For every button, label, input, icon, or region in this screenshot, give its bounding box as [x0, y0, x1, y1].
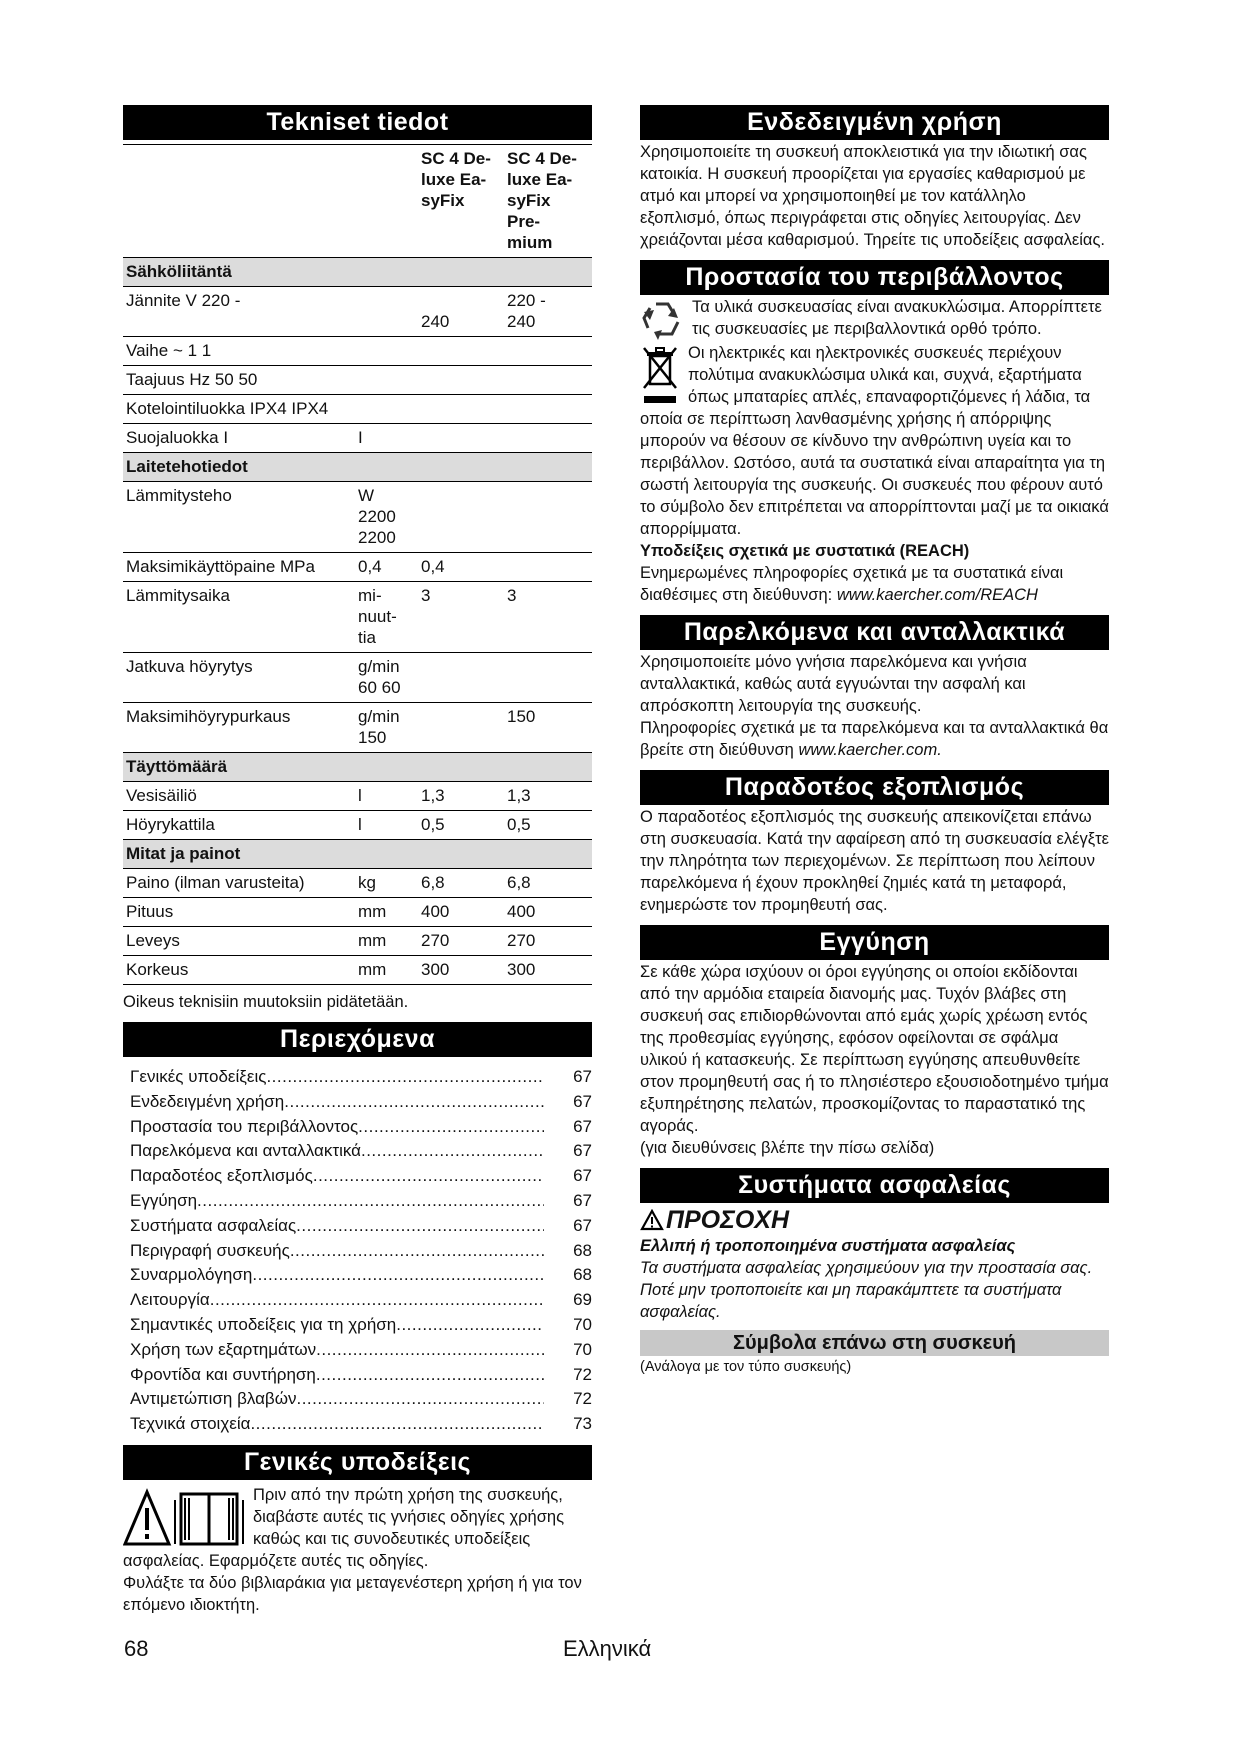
device-symbols-title: Σύμβολα επάνω στη συσκευή: [640, 1330, 1109, 1356]
tech-cell-c1: Maksimihöyrypurkaus: [126, 707, 291, 726]
tech-group-label: Sähköliitäntä: [123, 258, 592, 287]
toc-entry-label: Γενικές υποδείξεις: [130, 1067, 267, 1086]
toc-entry-page: 72: [573, 1364, 592, 1384]
tech-cell-c3: [418, 482, 504, 553]
tech-cell-c1: Höyrykattila: [126, 815, 215, 834]
intended-use-title: Ενδεδειγμένη χρήση: [640, 105, 1109, 140]
tech-cell-c1: Vaihe ~ 1 1: [126, 341, 212, 360]
device-symbols-note: (Ανάλογα με τον τύπο συσκευής): [640, 1359, 852, 1375]
tech-cell-c3: 300: [421, 960, 450, 979]
toc-leader-dots: [210, 1288, 544, 1313]
toc-entry: [130, 1313, 592, 1338]
tech-note: Oikeus teknisiin muutoksiin pidätetään.: [123, 993, 409, 1011]
tech-row: [123, 956, 592, 985]
footer-language: Ελληνικά: [563, 1636, 652, 1661]
toc-entry-label: Τεχνικά στοιχεία: [130, 1414, 251, 1434]
accessories-title: Παρελκόμενα και ανταλλακτικά: [640, 615, 1109, 650]
toc-leader-dots: [252, 1263, 544, 1288]
tech-row: [123, 553, 592, 582]
tech-row: [123, 287, 592, 337]
tech-cell-c4: 270: [507, 931, 536, 950]
tech-group-label: Mitat ja painot: [123, 840, 592, 869]
toc-entry-label: Λειτουργία: [130, 1290, 210, 1310]
toc-leader-dots: [296, 1387, 544, 1412]
tech-specs-table: [123, 144, 592, 985]
toc-entry: [130, 1214, 592, 1239]
caution-text-2: Ποτέ μην τροποποιείτε και μη παρακάμπτετε τα συστήματα ασφαλείας.: [640, 1281, 1062, 1321]
tech-cell-c3: [418, 424, 504, 453]
tech-cell-c2: mi- nuut- tia: [358, 586, 397, 647]
tech-row: [123, 869, 592, 898]
toc-entry: [130, 1363, 592, 1388]
tech-cell-c1: Kotelointiluokka IPX4 IPX4: [126, 399, 329, 418]
toc-entry-label: Εγγύηση: [130, 1190, 198, 1210]
tech-cell-c1: Lämmitysaika: [126, 586, 230, 605]
environment-title: Προστασία του περιβάλλοντος: [640, 260, 1109, 295]
tech-group-row: [123, 453, 592, 482]
toc-entry-page: 72: [573, 1389, 592, 1409]
toc-title: Περιεχόμενα: [123, 1022, 592, 1057]
tech-cell-c2: l: [358, 786, 362, 805]
tech-cell-c3: [418, 653, 504, 703]
tech-row: [123, 811, 592, 840]
scope-text: Ο παραδοτέος εξοπλισμός της συσκευής απεικονίζεται επάνω στη συσκευασία. Κατά την αφαίρεση από τη συσκευασία ελέγξτε την πληρότητα των περιεχομένων. Σε περίπτωση που λείπουν παρελκόμενα ή έχουν προκληθεί ζημιές κατά τη μεταφορά, ενημερώστε τον προμηθευτή σας.: [640, 808, 1109, 914]
accessories-text-2: [640, 717, 1109, 761]
header-blank: [123, 145, 355, 258]
table-of-contents: [123, 1065, 592, 1437]
toc-entry-page: 69: [573, 1290, 592, 1310]
general-notes-text-2: Φυλάξτε τα δύο βιβλιαράκια για μεταγενέστερη χρήση ή για τον επόμενο ιδιοκτήτη.: [123, 1573, 582, 1614]
toc-entry-page: 68: [573, 1265, 592, 1285]
toc-entry-label: Αντιμετώπιση βλαβών: [130, 1389, 297, 1409]
tech-cell-c4: [504, 424, 592, 453]
tech-row: [123, 653, 592, 703]
tech-row: [123, 424, 592, 453]
tech-cell-c4: 6,8: [507, 873, 531, 892]
tech-cell-c4: 300: [507, 960, 536, 979]
tech-cell-c4: 220 - 240: [507, 291, 546, 331]
general-notes-text-1: Πριν από την πρώτη χρήση της συσκευής, διαβάστε αυτές τις γνήσιες οδηγίες χρήσης καθώς και τις συνοδευτικές υποδείξεις ασφαλείας. Εφαρμόζετε αυτές τις οδηγίες.: [123, 1485, 565, 1570]
tech-cell-c4: 150: [507, 707, 536, 726]
toc-entry-page: 68: [573, 1240, 592, 1260]
toc-entry-page: 70: [573, 1314, 592, 1334]
intended-use-text: Χρησιμοποιείτε τη συσκευή αποκλειστικά για την ιδιωτική σας κατοικία. Η συσκευή προορίζεται για εργασίες καθαρισμού με ατμό και μπορεί να χρησιμοποιηθεί με τον κατάλληλο εξοπλισμό, όπως περιγράφεται στις οδηγίες λειτουργίας. Δεν χρειάζονται μέσα καθαρισμού. Τηρείτε τις υποδείξεις ασφαλείας.: [640, 143, 1106, 249]
tech-cell-c1: Paino (ilman varusteita): [126, 873, 305, 892]
caution-subtitle: Ελλιπή ή τροποποιημένα συστήματα ασφαλείας: [640, 1237, 1016, 1255]
toc-entry-label: Παραδοτέος εξοπλισμός: [130, 1166, 313, 1186]
toc-leader-dots: [316, 1363, 544, 1388]
tech-cell-c4: [504, 337, 592, 366]
toc-leader-dots: [316, 1338, 544, 1363]
tech-cell-c1: Jatkuva höyrytys: [126, 657, 253, 676]
tech-cell-c2: mm: [358, 960, 387, 979]
tech-cell-c2: [355, 287, 418, 337]
env-text-2: Οι ηλεκτρικές και ηλεκτρονικές συσκευές περιέχουν πολύτιμα ανακυκλώσιμα υλικά και, συχνά, εξαρτήματα όπως μπαταρίες απλές, επαναφορτιζόμενες ή λάδια, τα οποία σε περίπτωση λανθασμένης χρήσης ή απόρριψης μπορούν να θέσουν σε κίνδυνο την ανθρώπινη υγεία και το περιβάλλον. Ωστόσο, αυτά τα συστατικά είναι απαραίτητα για τη σωστή λειτουργία της συσκευής. Οι συσκευές που φέρουν αυτό το σύμβολο δεν επιτρέπεται να απορρίπτονται μαζί με τα οικιακά απορρίμματα.: [640, 344, 1109, 538]
tech-cell-c2: [355, 366, 418, 395]
toc-entry: [130, 1139, 592, 1164]
toc-leader-dots: [250, 1412, 544, 1437]
tech-cell-c3: 270: [421, 931, 450, 950]
tech-cell-c3: [418, 395, 504, 424]
toc-entry: [130, 1412, 592, 1437]
toc-leader-dots: [361, 1139, 544, 1164]
toc-entry-page: 67: [573, 1067, 592, 1086]
tech-specs-body: [123, 145, 592, 985]
tech-cell-c2: mm: [358, 902, 387, 921]
tech-header-row: [123, 145, 592, 258]
caution-label: ΠΡΟΣΟΧΗ: [666, 1205, 789, 1234]
toc-leader-dots: [197, 1189, 544, 1214]
toc-entry: [130, 1115, 592, 1140]
reach-title: Υποδείξεις σχετικά με συστατικά (REACH): [640, 542, 970, 560]
toc-leader-dots: [396, 1313, 544, 1338]
toc-entry-label: Χρήση των εξαρτημάτων: [130, 1339, 317, 1359]
scope-title: Παραδοτέος εξοπλισμός: [640, 770, 1109, 805]
toc-leader-dots: [358, 1115, 544, 1140]
toc-leader-dots: [313, 1164, 544, 1189]
toc-entry: [130, 1338, 592, 1363]
tech-group-row: [123, 258, 592, 287]
toc-entry-label: Περιγραφή συσκευής: [130, 1240, 290, 1260]
toc-entry: [130, 1065, 592, 1090]
toc-entry-label: Προστασία του περιβάλλοντος: [130, 1116, 359, 1136]
accessories-text-1: Χρησιμοποιείτε μόνο γνήσια παρελκόμενα και γνήσια ανταλλακτικά, καθώς αυτά εγγυώνται την ασφαλή και απρόσκοπτη λειτουργία της συσκευής.: [640, 653, 1027, 715]
tech-row: [123, 927, 592, 956]
tech-cell-c2: W 2200 2200: [358, 486, 396, 547]
tech-group-row: [123, 840, 592, 869]
warranty-title: Εγγύηση: [640, 925, 1109, 960]
tech-cell-c4: [504, 553, 592, 582]
page-number: 68: [124, 1636, 149, 1661]
tech-cell-c4: 0,5: [507, 815, 531, 834]
tech-cell-c4: 1,3: [507, 786, 531, 805]
tech-cell-c3: 0,4: [421, 557, 445, 576]
toc-entry-page: 67: [573, 1141, 592, 1161]
toc-entry: [130, 1239, 592, 1264]
left-column: [123, 105, 592, 1616]
reach-link[interactable]: www.kaercher.com/REACH: [836, 586, 1038, 604]
tech-cell-c3: [418, 366, 504, 395]
toc-leader-dots: [266, 1065, 544, 1090]
toc-entry: [130, 1387, 592, 1412]
tech-cell-c2: [355, 395, 418, 424]
tech-cell-c2: mm: [358, 931, 387, 950]
reach-text: [640, 562, 1109, 606]
tech-cell-c1: Korkeus: [126, 960, 189, 979]
toc-leader-dots: [284, 1090, 544, 1115]
toc-entry: [130, 1263, 592, 1288]
tech-cell-c1: Pituus: [126, 902, 174, 921]
toc-entry-label: Φροντίδα και συντήρηση: [130, 1364, 316, 1384]
toc-entry-page: 67: [573, 1190, 592, 1210]
tech-cell-c4: 400: [507, 902, 536, 921]
warning-manual-icon: [123, 1486, 245, 1548]
tech-row: [123, 337, 592, 366]
tech-row: [123, 582, 592, 653]
tech-cell-c2: [355, 337, 418, 366]
toc-entry-page: 67: [573, 1166, 592, 1186]
tech-cell-c4: [504, 482, 592, 553]
tech-row: [123, 898, 592, 927]
tech-cell-c2: l: [358, 815, 362, 834]
toc-entry-page: 67: [573, 1215, 592, 1235]
tech-row: [123, 482, 592, 553]
reach-text-body: Ενημερωμένες πληροφορίες σχετικά με τα συστατικά είναι διαθέσιμες στη διεύθυνση:: [640, 564, 1064, 604]
tech-cell-c1: Maksimikäyttöpaine MPa: [126, 557, 315, 576]
toc-entry-label: Ενδεδειγμένη χρήση: [130, 1091, 285, 1111]
tech-cell-c1: Lämmitysteho: [126, 486, 232, 505]
tech-cell-c3: 3: [421, 586, 431, 605]
toc-leader-dots: [296, 1214, 544, 1239]
tech-cell-c3: 6,8: [421, 873, 445, 892]
toc-entry-label: Παρελκόμενα και ανταλλακτικά: [130, 1141, 361, 1161]
caution-heading: [640, 1205, 1109, 1235]
toc-entry-page: 73: [573, 1414, 592, 1434]
warranty-text-2: (για διευθύνσεις βλέπε την πίσω σελίδα): [640, 1139, 935, 1157]
caution-text-1: Τα συστήματα ασφαλείας χρησιμεύουν για την προστασία σας.: [640, 1259, 1093, 1277]
toc-leader-dots: [290, 1239, 544, 1264]
tech-cell-c1: Jännite V 220 -: [126, 291, 241, 310]
toc-entry-page: 67: [573, 1091, 592, 1111]
weee-row: [640, 342, 1109, 540]
toc-entry: [130, 1164, 592, 1189]
tech-cell-c1: Suojaluokka I: [126, 428, 229, 447]
tech-cell-c3: 1,3: [421, 786, 445, 805]
recycling-icon: [640, 298, 684, 342]
tech-cell-c4: [504, 366, 592, 395]
tech-cell-c3: 240: [421, 312, 450, 331]
tech-cell-c3: 0,5: [421, 815, 445, 834]
tech-cell-c4: 3: [507, 586, 517, 605]
tech-row: [123, 366, 592, 395]
tech-group-row: [123, 753, 592, 782]
header-model-1: SC 4 De- luxe Ea- syFix: [421, 149, 491, 210]
accessories-link[interactable]: www.kaercher.com.: [798, 741, 942, 759]
tech-cell-c3: [418, 337, 504, 366]
tech-cell-c4: [504, 395, 592, 424]
right-column: [640, 105, 1109, 1377]
toc-entry-label: Συναρμολόγηση: [130, 1265, 253, 1285]
toc-entry: [130, 1288, 592, 1313]
tech-group-label: Laitetehotiedot: [123, 453, 592, 482]
warranty-text-1: Σε κάθε χώρα ισχύουν οι όροι εγγύησης οι οποίοι εκδίδονται από την αρμόδια εταιρεία διανομής μας. Τυχόν βλάβες στη συσκευή σας επιδιορθώνονται από εμάς χωρίς χρέωση εντός της προθεσμίας εγγύησης, εφόσον οφείλονται σε σφάλμα υλικού ή κατασκευής. Σε περίπτωση εγγύησης απευθυνθείτε στον προμηθευτή σας ή το πλησιέστερο εξουσιοδοτημένο τμήμα εξυπηρέτησης πελατών, προσκομίζοντας το παραστατικό της αγοράς.: [640, 963, 1109, 1135]
toc-entry-page: 67: [573, 1116, 592, 1136]
toc-entry-label: Συστήματα ασφαλείας: [130, 1215, 297, 1235]
tech-cell-c1: Vesisäiliö: [126, 786, 197, 805]
tech-cell-c2: 0,4: [358, 557, 382, 576]
tech-cell-c4: [504, 653, 592, 703]
general-notes-block: [123, 1484, 592, 1616]
toc-entry: [130, 1090, 592, 1115]
tech-cell-c3: [418, 703, 504, 753]
warning-triangle-icon: [640, 1209, 664, 1231]
tech-cell-c1: Leveys: [126, 931, 180, 950]
tech-cell-c3: 400: [421, 902, 450, 921]
header-unit: [355, 145, 418, 258]
general-notes-title: Γενικές υποδείξεις: [123, 1445, 592, 1480]
tech-cell-c2: I: [358, 428, 363, 447]
recycling-row: [640, 296, 1109, 342]
tech-row: [123, 395, 592, 424]
toc-entry: [130, 1189, 592, 1214]
env-text-1: Τα υλικά συσκευασίας είναι ανακυκλώσιμα. Απορρίπτετε τις συσκευασίες με περιβαλλοντικά ορθό τρόπο.: [692, 298, 1102, 338]
tech-cell-c2: g/min 60 60: [358, 657, 401, 697]
tech-specs-title: Tekniset tiedot: [123, 105, 592, 140]
header-model-2: SC 4 De- luxe Ea- syFix Pre- mium: [507, 149, 577, 252]
accessories-text-2-body: Πληροφορίες σχετικά με τα παρελκόμενα και τα ανταλλακτικά θα βρείτε στη διεύθυνση: [640, 719, 1109, 759]
tech-cell-c2: g/min 150: [358, 707, 400, 747]
tech-group-label: Täyttömäärä: [123, 753, 592, 782]
toc-entry-label: Σημαντικές υποδείξεις για τη χρήση: [130, 1314, 397, 1334]
toc-entry-page: 70: [573, 1339, 592, 1359]
crossed-bin-icon: [640, 344, 680, 406]
tech-row: [123, 703, 592, 753]
environment-block: [640, 296, 1109, 606]
tech-cell-c1: Taajuus Hz 50 50: [126, 370, 258, 389]
safety-devices-title: Συστήματα ασφαλείας: [640, 1168, 1109, 1203]
tech-row: [123, 782, 592, 811]
tech-cell-c2: kg: [358, 873, 376, 892]
